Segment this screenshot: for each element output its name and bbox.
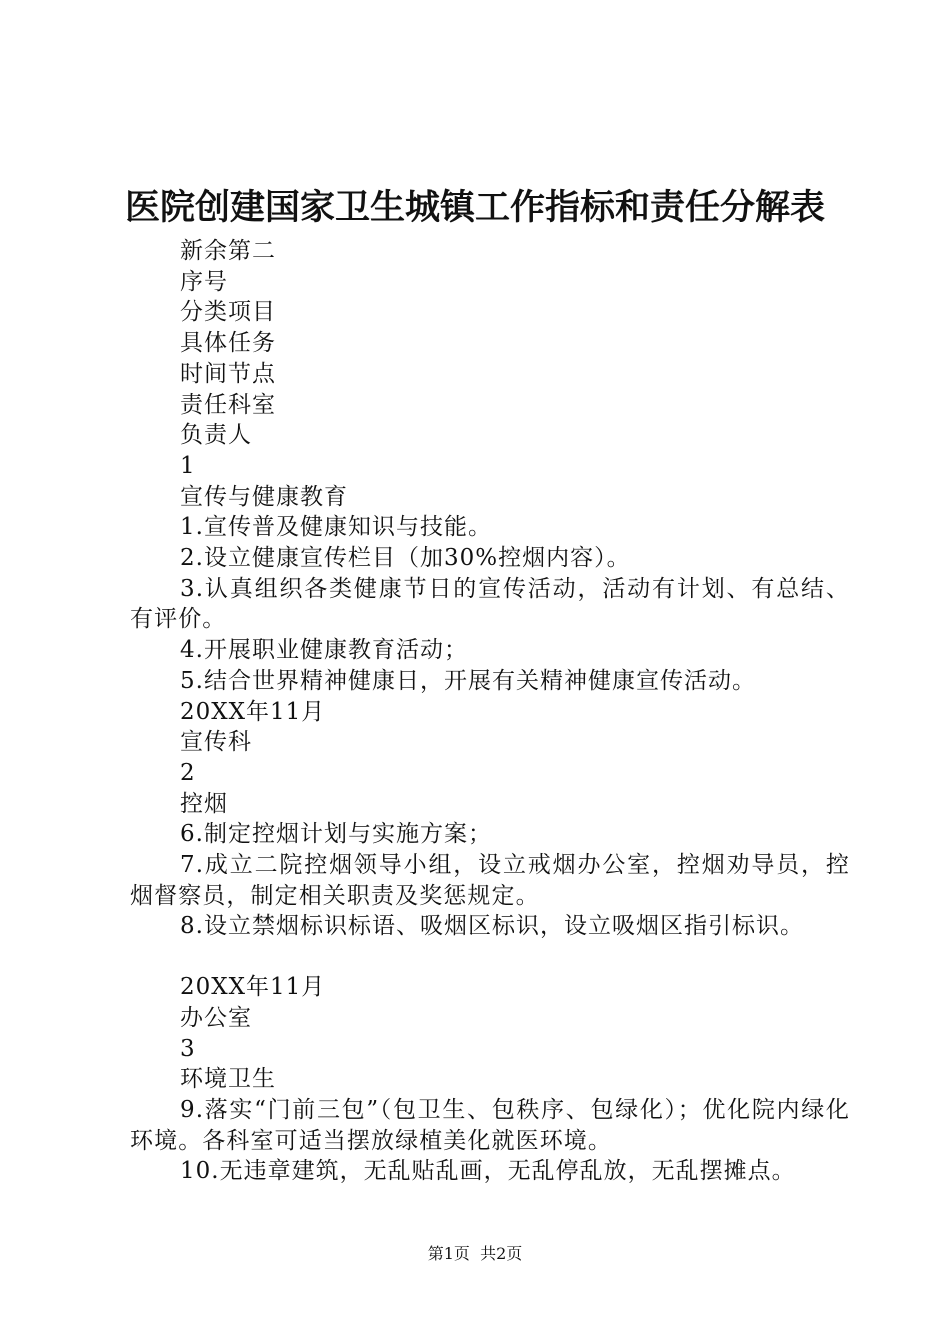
- task-10: 10.无违章建筑，无乱贴乱画，无乱停乱放，无乱摆摊点。: [180, 1158, 796, 1185]
- text-line-hospital-name: 新余第二: [180, 238, 276, 264]
- blank-line: [130, 942, 850, 972]
- item-1-department: 宣传科: [180, 729, 252, 756]
- task-5: 5.结合世界精神健康日，开展有关精神健康宣传活动。: [180, 667, 756, 694]
- document-body: [130, 236, 850, 1187]
- text-line-col-category: 分类项目: [180, 299, 276, 326]
- text-line-col-deadline: 时间节点: [180, 360, 276, 387]
- task-9: 9.落实“门前三包”（包卫生、包秩序、包绿化）；优化院内绿化环境。各科室可适当摆放绿植美化就医环境。: [130, 1096, 850, 1154]
- item-1-deadline: 20XX年11月: [180, 698, 326, 725]
- item-3-serial: 3: [180, 1035, 196, 1062]
- item-2-category: 控烟: [180, 790, 228, 817]
- text-line-col-owner: 负责人: [180, 422, 252, 449]
- task-6: 6.制定控烟计划与实施方案；: [180, 821, 492, 848]
- task-3: 3.认真组织各类健康节日的宣传活动，活动有计划、有总结、有评价。: [130, 575, 850, 633]
- item-1-category: 宣传与健康教育: [180, 483, 348, 510]
- page-footer: 第1页 共2页: [427, 1244, 523, 1263]
- document-title: 医院创建国家卫生城镇工作指标和责任分解表: [124, 187, 825, 228]
- task-1: 1.宣传普及健康知识与技能。: [180, 514, 492, 541]
- task-8: 8.设立禁烟标识标语、吸烟区标识，设立吸烟区指引标识。: [180, 913, 804, 940]
- item-2-department: 办公室: [180, 1004, 252, 1031]
- text-line-col-serial: 序号: [180, 268, 228, 295]
- task-4: 4.开展职业健康教育活动；: [180, 637, 468, 664]
- item-2-deadline: 20XX年11月: [180, 974, 326, 1001]
- task-7: 7.成立二院控烟领导小组，设立戒烟办公室，控烟劝导员，控烟督察员，制定相关职责及奖惩规定。: [130, 852, 850, 909]
- item-1-serial: 1: [180, 452, 196, 479]
- item-3-category: 环境卫生: [180, 1066, 276, 1093]
- text-line-col-department: 责任科室: [180, 391, 276, 418]
- task-2: 2.设立健康宣传栏目（加30%控烟内容）。: [180, 545, 631, 572]
- text-line-col-task: 具体任务: [180, 330, 276, 357]
- item-2-serial: 2: [180, 759, 196, 786]
